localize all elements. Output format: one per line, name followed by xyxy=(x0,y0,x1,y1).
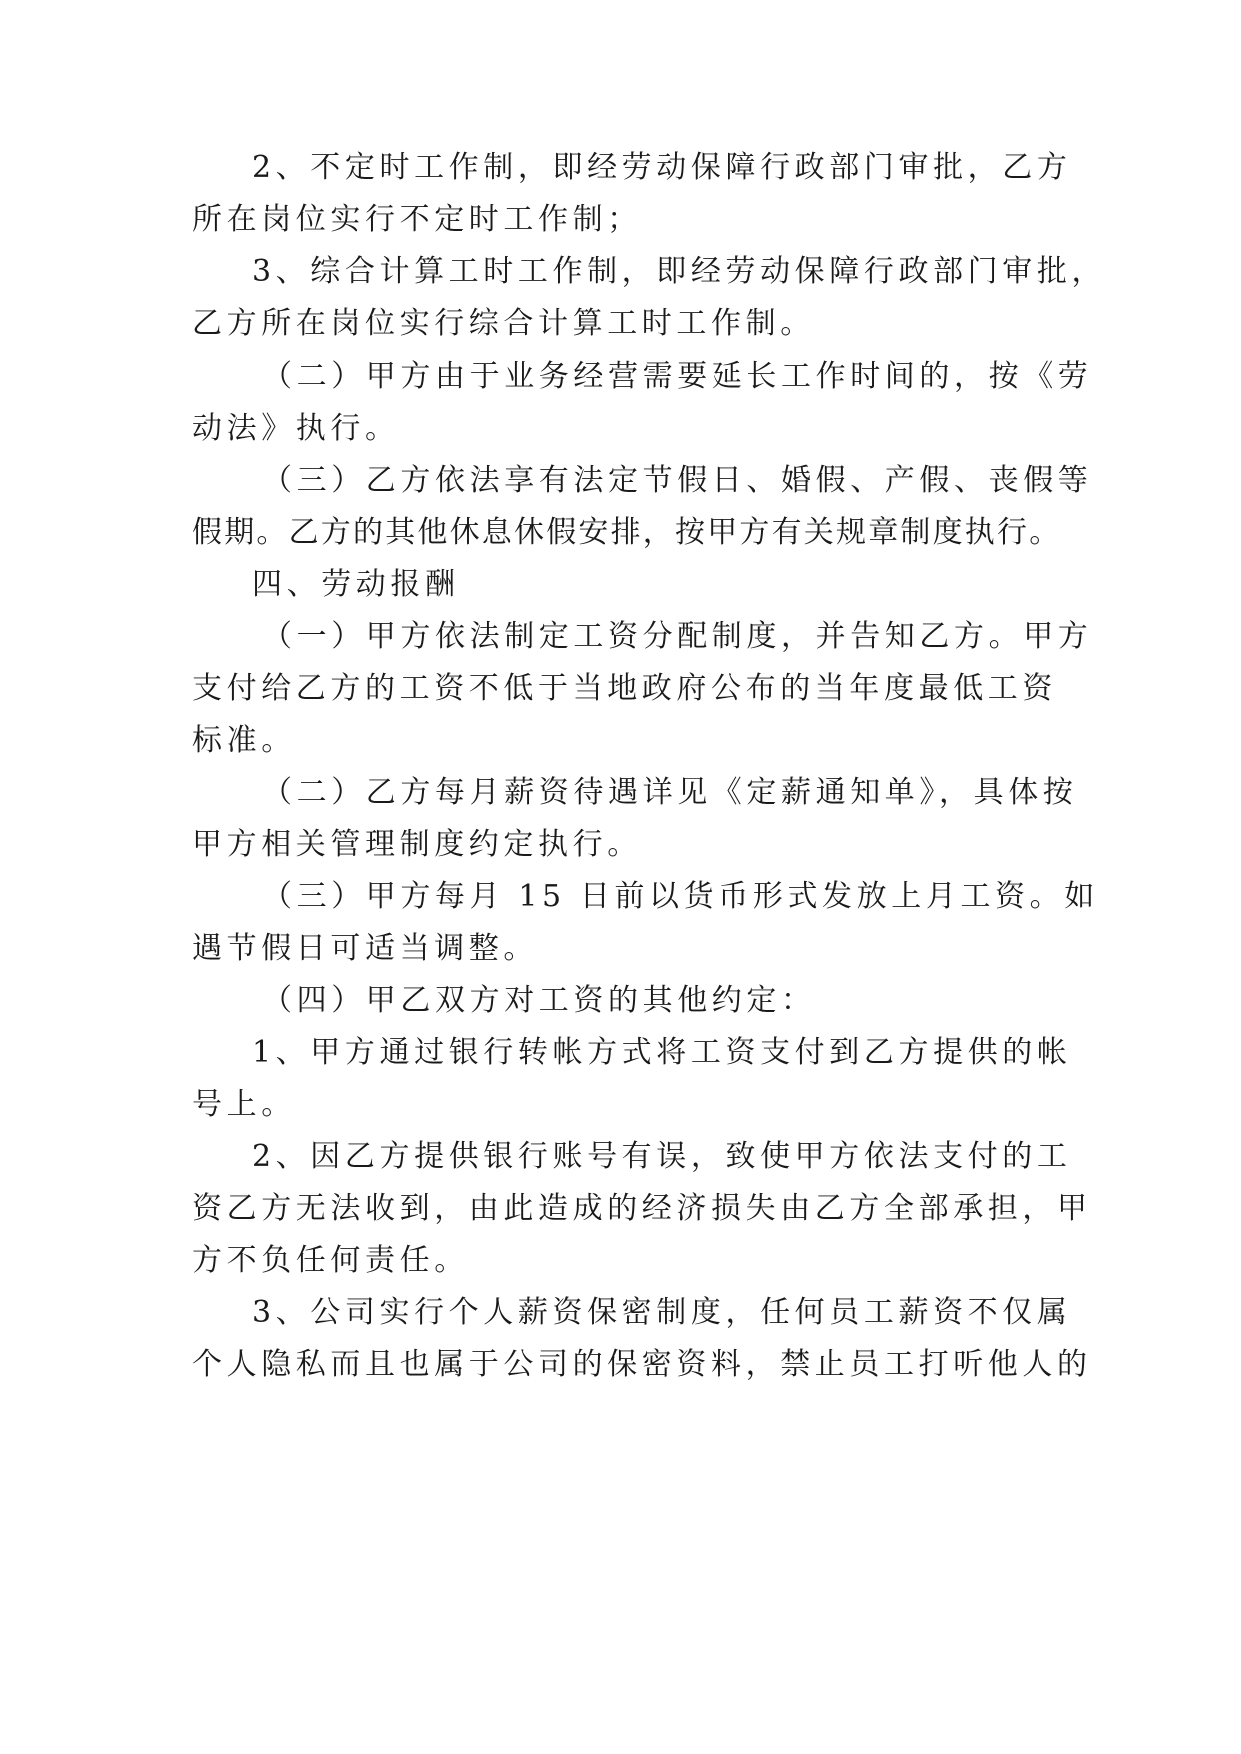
text-line: 所在岗位实行不定时工作制； xyxy=(192,202,642,237)
text-line: 3、综合计算工时工作制，即经劳动保障行政部门审批， xyxy=(252,254,1107,289)
text-line: （四）甲乙双方对工资的其他约定： xyxy=(262,983,816,1018)
text-line: 1、甲方通过银行转帐方式将工资支付到乙方提供的帐 xyxy=(252,1035,1072,1070)
text-line: 支付给乙方的工资不低于当地政府公布的当年度最低工资 xyxy=(192,671,1057,706)
text-line: 2、因乙方提供银行账号有误，致使甲方依法支付的工 xyxy=(252,1139,1072,1174)
text-line: 个人隐私而且也属于公司的保密资料，禁止员工打听他人的 xyxy=(192,1347,1092,1382)
text-line: 3、公司实行个人薪资保密制度，任何员工薪资不仅属 xyxy=(252,1295,1072,1330)
text-line: 甲方相关管理制度约定执行。 xyxy=(192,827,642,862)
text-line: 2、不定时工作制，即经劳动保障行政部门审批，乙方 xyxy=(252,150,1072,185)
text-line: 乙方所在岗位实行综合计算工时工作制。 xyxy=(192,306,815,341)
text-line: 号上。 xyxy=(192,1087,296,1122)
text-line: 资乙方无法收到，由此造成的经济损失由乙方全部承担，甲 xyxy=(192,1191,1092,1226)
section-heading: 四、劳动报酬 xyxy=(252,567,460,602)
text-line: （二）乙方每月薪资待遇详见《定薪通知单》，具体按 xyxy=(262,775,1078,810)
text-line: 方不负任何责任。 xyxy=(192,1243,469,1278)
text-line: 遇节假日可适当调整。 xyxy=(192,931,538,966)
text-line: 标准。 xyxy=(192,723,296,758)
text-line: （三）甲方每月 15 日前以货币形式发放上月工资。如 xyxy=(262,879,1099,914)
text-line: （三）乙方依法享有法定节假日、婚假、产假、丧假等 xyxy=(262,463,1093,498)
text-line: （一）甲方依法制定工资分配制度，并告知乙方。甲方 xyxy=(262,619,1093,654)
text-line: 动法》执行。 xyxy=(192,411,400,446)
text-line: 假期。乙方的其他休息休假安排，按甲方有关规章制度执行。 xyxy=(192,515,1062,550)
text-line: （二）甲方由于业务经营需要延长工作时间的，按《劳 xyxy=(262,359,1093,394)
